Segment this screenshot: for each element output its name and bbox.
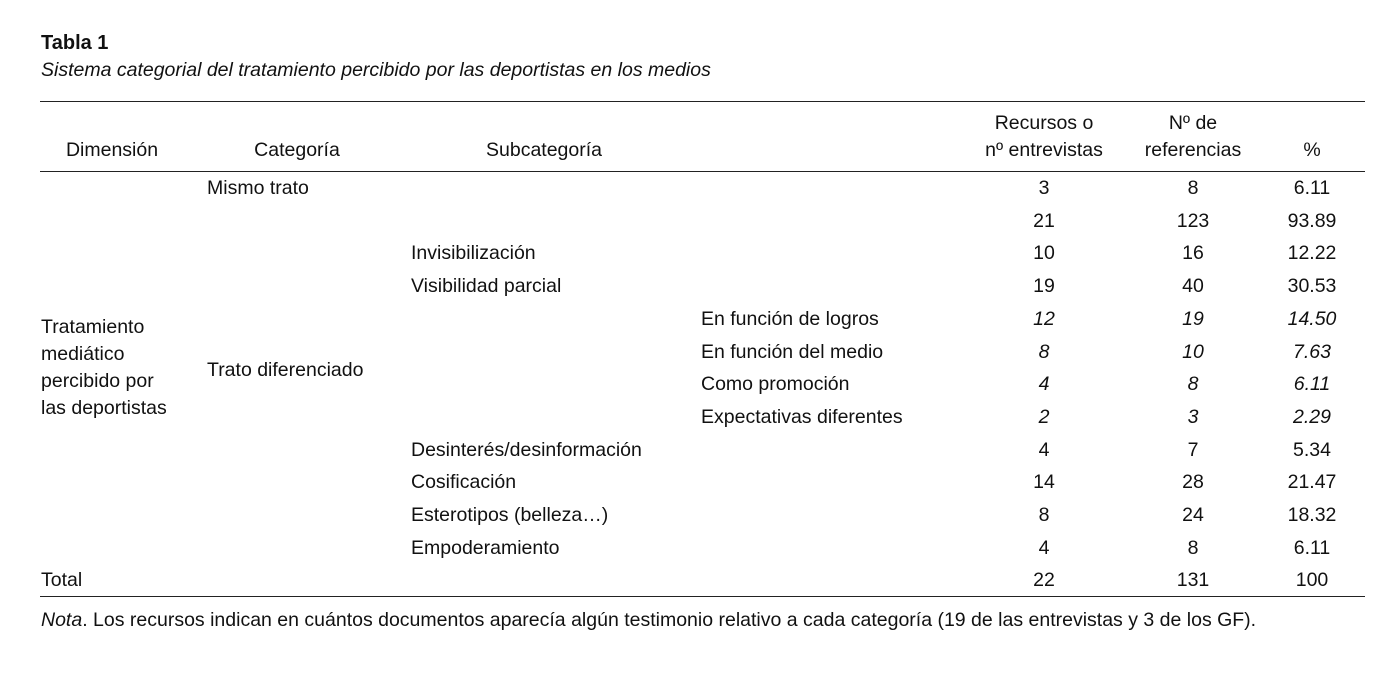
- note-text: . Los recursos indican en cuántos documentos aparecía algún testimonio relativo a cada categoría (19 de las entrevistas y 3 de los GF).: [82, 609, 1257, 631]
- header-subcategory: Subcategoría: [485, 139, 603, 161]
- percent-cell: 14.50: [1287, 307, 1337, 330]
- resources-cell: 12: [1033, 307, 1055, 330]
- total-resources: 22: [1033, 569, 1055, 591]
- note-label: Nota: [41, 609, 83, 631]
- percent-cell: 6.11: [1293, 373, 1331, 396]
- percent-cell: 6.11: [1293, 536, 1331, 559]
- header-resources-1: Recursos o: [994, 112, 1094, 134]
- header-resources-2: nº entrevistas: [985, 139, 1103, 161]
- refs-cell: 8: [1187, 536, 1199, 559]
- sub-subcategory-cell: En función del medio: [701, 340, 884, 363]
- header-refs-2: referencias: [1144, 139, 1242, 161]
- subcategory-cell: Esterotipos (belleza…): [411, 504, 609, 526]
- refs-cell: 40: [1182, 275, 1204, 298]
- resources-cell: 4: [1038, 536, 1050, 559]
- subcategory-cell: Visibilidad parcial: [411, 275, 562, 298]
- dimension-line: las deportistas: [41, 397, 167, 419]
- resources-cell: 4: [1038, 438, 1050, 461]
- dimension-line: Tratamiento: [41, 316, 145, 338]
- resources-cell: 8: [1038, 340, 1050, 363]
- subcategory-cell: Empoderamiento: [411, 536, 560, 559]
- header-refs-1: Nº de: [1168, 112, 1218, 134]
- header-rule: [40, 171, 1365, 172]
- refs-cell: 7: [1187, 438, 1199, 461]
- percent-cell: 6.11: [1293, 177, 1331, 199]
- dimension-line: mediático: [41, 343, 125, 365]
- dimension-line: percibido por: [41, 370, 154, 392]
- refs-cell: 8: [1187, 373, 1199, 396]
- percent-cell: 7.63: [1293, 340, 1331, 363]
- percent-cell: 5.34: [1293, 438, 1331, 461]
- resources-cell: 14: [1033, 471, 1055, 494]
- table-subtitle: Sistema categorial del tratamiento percibido por las deportistas en los medios: [41, 59, 711, 81]
- refs-cell: 10: [1182, 340, 1204, 363]
- resources-cell: 19: [1033, 275, 1055, 298]
- bottom-rule: [40, 596, 1365, 597]
- refs-cell: 19: [1182, 307, 1204, 330]
- refs-cell: 16: [1182, 242, 1204, 265]
- total-refs: 131: [1176, 569, 1210, 591]
- total-percent: 100: [1295, 569, 1329, 591]
- top-rule: [40, 101, 1365, 102]
- resources-cell: 10: [1033, 242, 1055, 265]
- percent-cell: 12.22: [1287, 242, 1337, 265]
- refs-cell: 123: [1176, 209, 1210, 232]
- header-percent: %: [1303, 139, 1321, 161]
- refs-cell: 3: [1187, 405, 1199, 428]
- resources-cell: 8: [1038, 504, 1050, 526]
- percent-cell: 93.89: [1287, 209, 1337, 232]
- resources-cell: 2: [1038, 405, 1050, 428]
- resources-cell: 21: [1033, 209, 1055, 232]
- table-note: [41, 606, 1364, 634]
- subcategory-cell: Invisibilización: [411, 242, 536, 265]
- refs-cell: 28: [1182, 471, 1204, 494]
- refs-cell: 24: [1182, 504, 1204, 526]
- table-title: Tabla 1: [41, 32, 109, 54]
- header-dimension: Dimensión: [65, 139, 159, 161]
- percent-cell: 2.29: [1293, 405, 1331, 428]
- percent-cell: 21.47: [1287, 471, 1337, 494]
- category-diff: Trato diferenciado: [207, 359, 364, 381]
- dimension-label: [41, 314, 167, 422]
- sub-subcategory-cell: Como promoción: [701, 373, 850, 396]
- subcategory-cell: Cosificación: [411, 471, 517, 494]
- subcategory-cell: Desinterés/desinformación: [411, 438, 642, 461]
- resources-cell: 3: [1038, 177, 1050, 199]
- category-same: Mismo trato: [207, 177, 309, 199]
- total-label: Total: [41, 569, 83, 591]
- percent-cell: 30.53: [1287, 275, 1337, 298]
- refs-cell: 8: [1187, 177, 1199, 199]
- header-category: Categoría: [254, 139, 340, 161]
- sub-subcategory-cell: Expectativas diferentes: [701, 405, 903, 428]
- resources-cell: 4: [1038, 373, 1050, 396]
- sub-subcategory-cell: En función de logros: [701, 307, 879, 330]
- percent-cell: 18.32: [1287, 504, 1337, 526]
